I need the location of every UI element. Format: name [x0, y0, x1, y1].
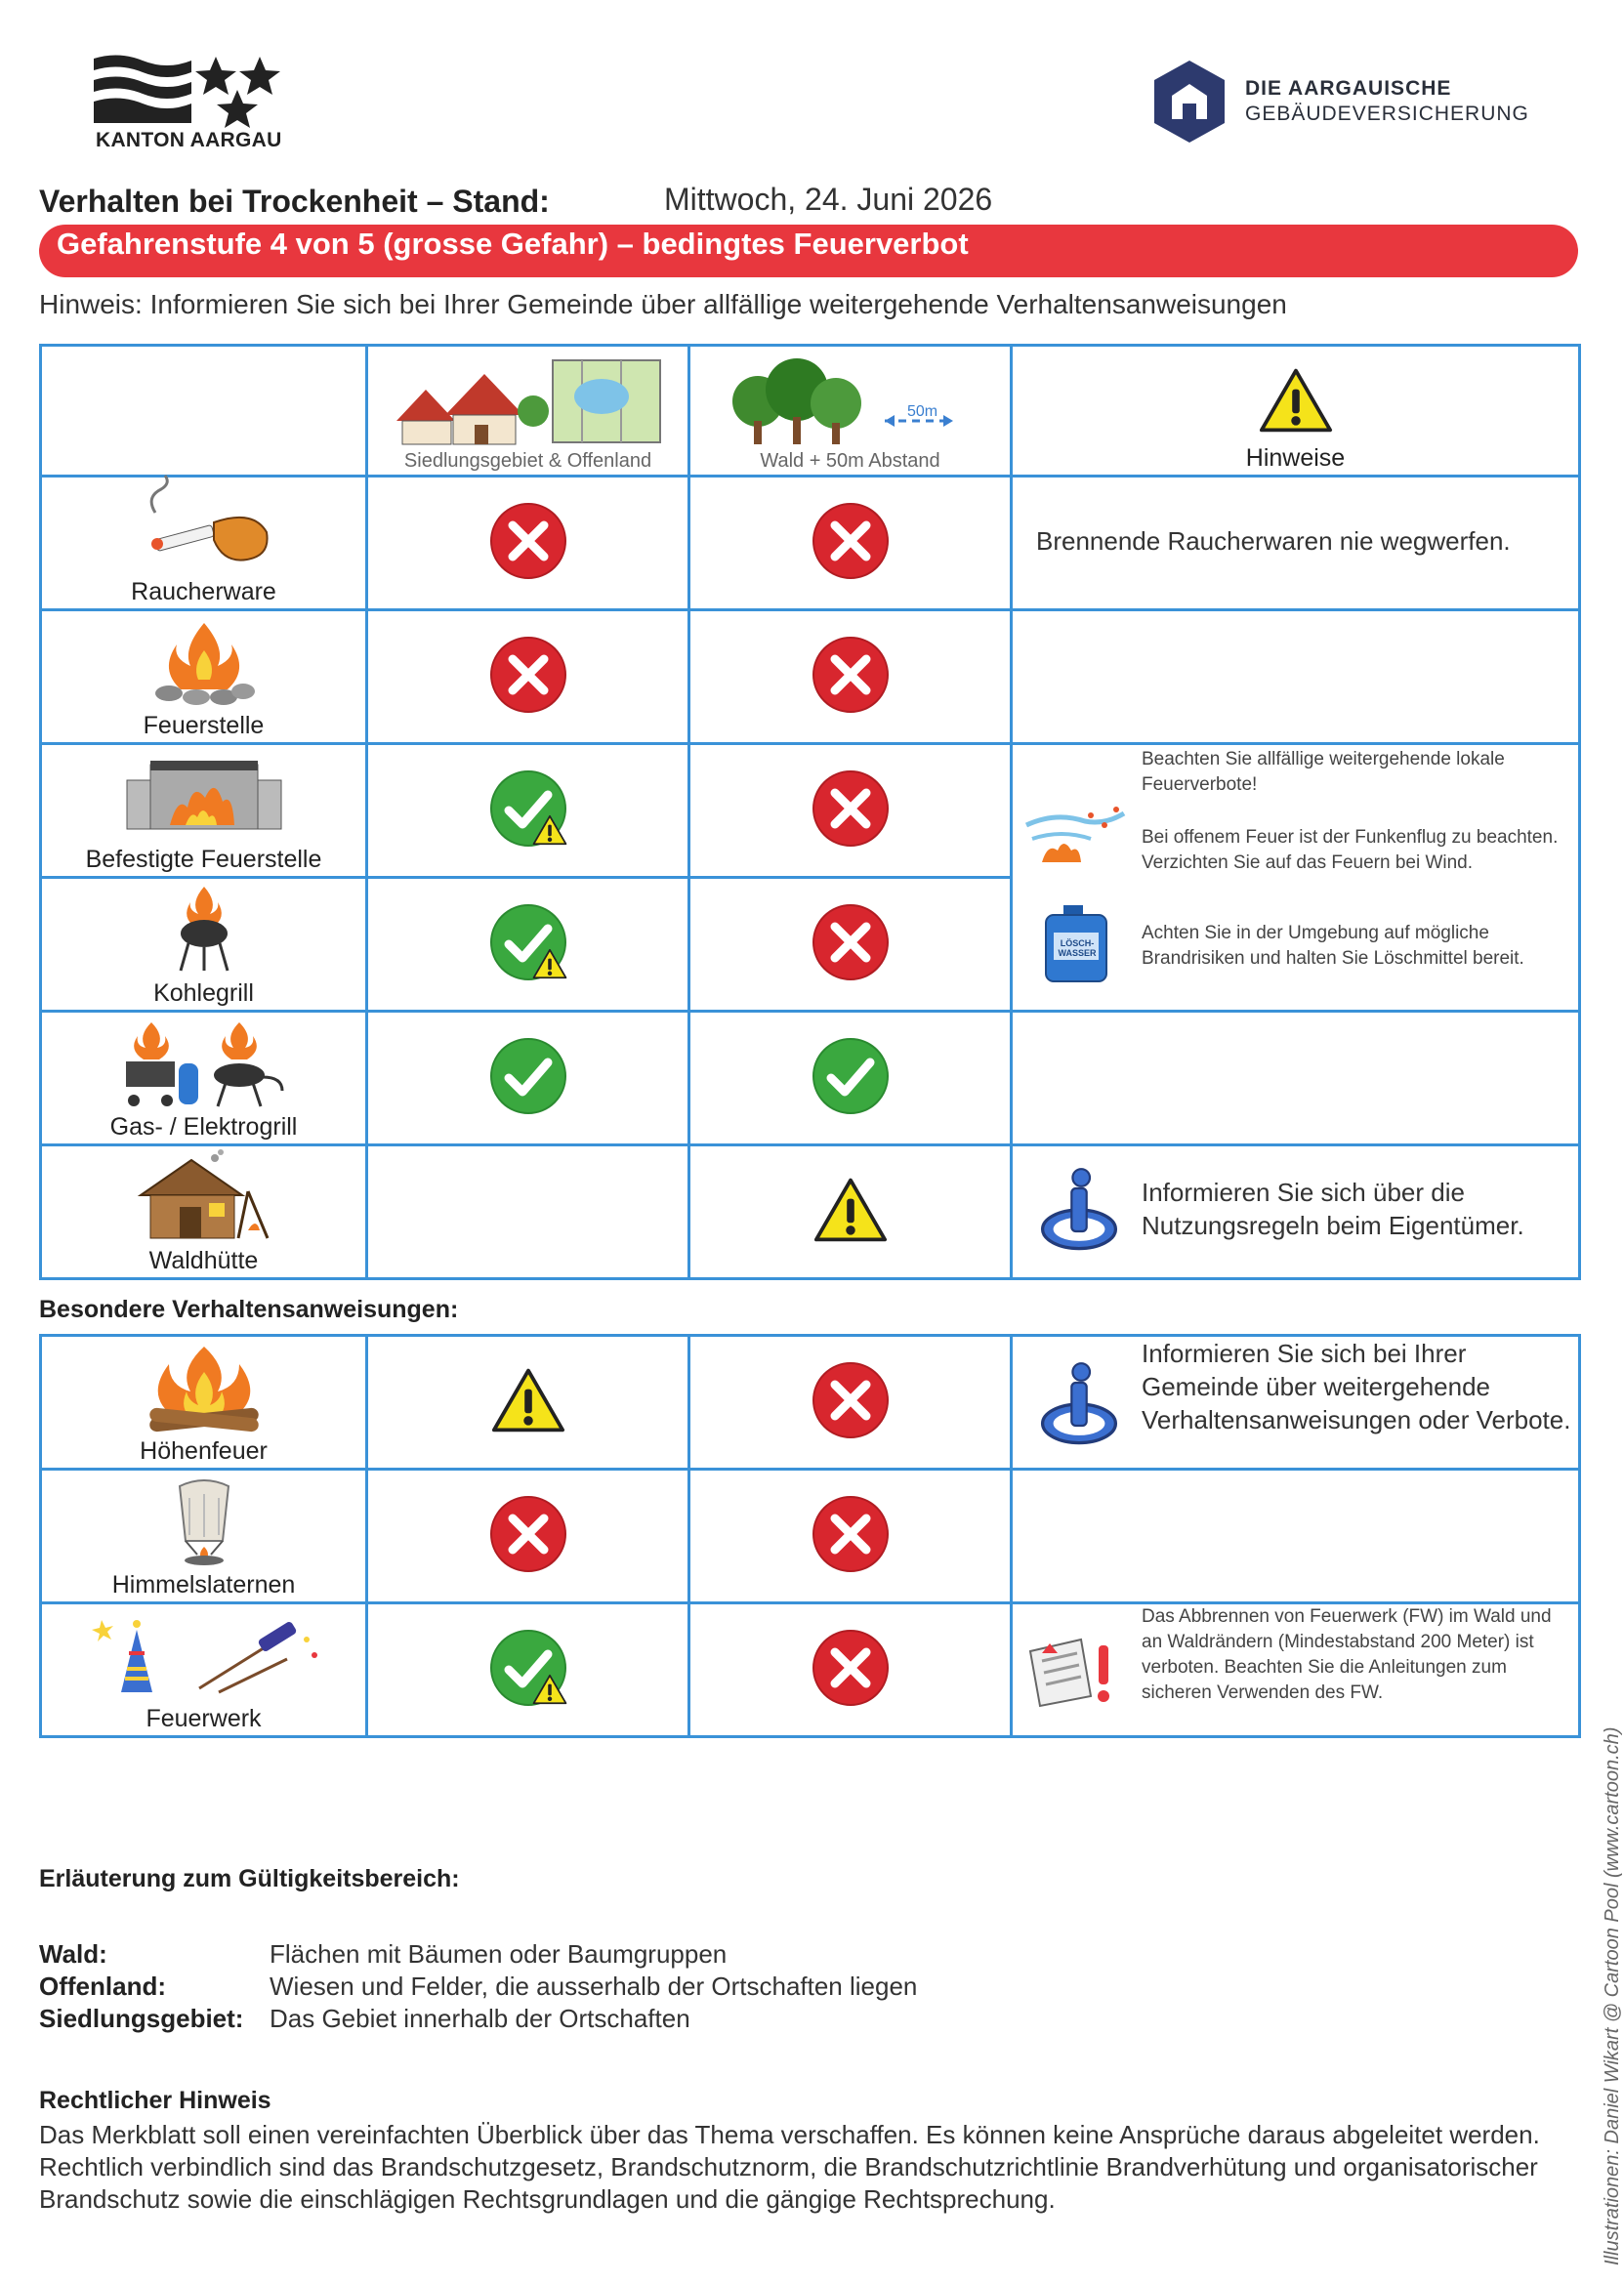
forbidden-icon [489, 636, 567, 714]
table-row [41, 1145, 1580, 1279]
forest-status-cell [689, 1603, 1012, 1737]
row-label-cell [41, 1603, 367, 1737]
smoking-note: Brennende Raucherwaren nie wegwerfen. [1036, 526, 1511, 556]
info-icon [1036, 1360, 1122, 1448]
settlement-status-cell [367, 1336, 689, 1470]
row-label-cell [41, 610, 367, 744]
definition-value: Das Gebiet innerhalb der Ortschaften [270, 2004, 690, 2033]
caution-icon [491, 1366, 565, 1434]
forbidden-icon [812, 1495, 890, 1573]
insurer-line-2: GEBÄUDEVERSICHERUNG [1245, 103, 1529, 125]
gas-electric-grill-icon [116, 1018, 292, 1108]
municipality-hint: Hinweis: Informieren Sie sich bei Ihrer Gemeinde über allfällige weitergehende Verhaltensanweisungen [39, 289, 1287, 319]
danger-level-text: Gefahrenstufe 4 von 5 (grosse Gefahr) – bedingtes Feuerverbot [57, 227, 969, 261]
table-row [41, 744, 1580, 878]
forbidden-icon [812, 769, 890, 848]
kanton-logo [94, 55, 289, 138]
forbidden-icon [812, 636, 890, 714]
hut-note: Informieren Sie sich über die Nutzungsregeln beim Eigentümer. [1142, 1178, 1524, 1240]
allowed-caution-icon [489, 769, 567, 848]
fixed-fireplace-icon [121, 751, 287, 835]
forest-status-cell [689, 1336, 1012, 1470]
note-cell [1012, 1145, 1580, 1279]
info-icon [1036, 1166, 1122, 1254]
table-row [41, 610, 1580, 744]
definition-value: Flächen mit Bäumen oder Baumgruppen [270, 1939, 728, 1969]
page-title: Verhalten bei Trockenheit – Stand: [39, 184, 550, 219]
insurer-line-1: DIE AARGAUISCHE [1245, 77, 1452, 100]
header-empty-cell [41, 346, 367, 477]
kanton-wave-stars-icon [94, 55, 289, 133]
table-header-row [41, 346, 1580, 477]
extinguish-note: Achten Sie in der Umgebung auf mögliche Brandrisiken und halten Sie Löschmittel bereit. [1142, 923, 1524, 969]
notes-column-label: Hinweise [1245, 444, 1346, 472]
water-can-label: LÖSCH-WASSER [1058, 938, 1097, 958]
merged-note-cell [1012, 744, 1580, 1012]
forbidden-icon [489, 1495, 567, 1573]
table-row [41, 1012, 1580, 1145]
kanton-logo-text: KANTON AARGAU [96, 129, 282, 151]
forest-column-label: Wald + 50m Abstand [760, 450, 940, 472]
warning-icon [1259, 366, 1333, 435]
note-cell [1012, 1603, 1580, 1737]
row-label-cell [41, 1336, 367, 1470]
header-notes [1012, 346, 1580, 477]
insurer-name [1245, 76, 1529, 127]
table-row [41, 1336, 1580, 1470]
forbidden-icon [489, 502, 567, 580]
rules-table [39, 344, 1581, 1280]
table-row [41, 1470, 1580, 1603]
forest-status-cell [689, 744, 1012, 878]
special-rules-table [39, 1334, 1581, 1738]
definition-value: Wiesen und Felder, die ausserhalb der Ortschaften liegen [270, 1972, 918, 2001]
forbidden-icon [812, 903, 890, 981]
forest-icon [729, 353, 973, 450]
caution-icon [813, 1176, 888, 1244]
forbidden-icon [812, 1629, 890, 1707]
fireworks-instructions-icon [1022, 1632, 1130, 1710]
row-label-cell [41, 1470, 367, 1603]
bonfire-icon [136, 1343, 272, 1431]
header-forest [689, 346, 1012, 477]
row-label: Waldhütte [148, 1247, 259, 1274]
sky-lantern-icon [160, 1476, 248, 1566]
row-label: Befestigte Feuerstelle [85, 846, 322, 873]
allowed-icon [812, 1037, 890, 1115]
settlement-column-label: Siedlungsgebiet & Offenland [403, 450, 652, 472]
definition-term: Offenland: [39, 1972, 166, 2001]
row-label-cell [41, 1145, 367, 1279]
row-label: Himmelslaternen [111, 1571, 296, 1599]
note-cell [1012, 1012, 1580, 1145]
danger-level-banner [39, 225, 1578, 277]
forest-status-cell [689, 477, 1012, 610]
row-label: Kohlegrill [153, 979, 254, 1007]
settlement-status-cell [367, 1470, 689, 1603]
bonfire-note: Informieren Sie sich bei Ihrer Gemeinde über weitergehende Verhaltensanweisungen oder Verbote. [1142, 1339, 1571, 1434]
settlement-status-cell [367, 878, 689, 1012]
row-label: Raucherware [131, 578, 276, 605]
cigarette-pipe-icon [136, 483, 272, 571]
header-settlement [367, 346, 689, 477]
row-label: Feuerwerk [146, 1705, 262, 1732]
charcoal-grill-icon [175, 885, 233, 973]
forbidden-icon [812, 502, 890, 580]
settlement-status-cell [367, 477, 689, 610]
allowed-caution-icon [489, 1629, 567, 1707]
row-label-cell [41, 477, 367, 610]
agv-logo-icon [1152, 59, 1227, 149]
row-label-cell [41, 744, 367, 878]
note-cell [1012, 610, 1580, 744]
forest-status-cell [689, 1145, 1012, 1279]
sparks-note: Bei offenem Feuer ist der Funkenflug zu beachten. Verzichten Sie auf das Feuern bei Wind. [1142, 827, 1559, 873]
forest-status-cell [689, 1012, 1012, 1145]
sparks-wind-icon [1022, 796, 1130, 864]
allowed-icon [489, 1037, 567, 1115]
note-cell [1012, 1336, 1580, 1470]
forest-status-cell [689, 878, 1012, 1012]
local-bans-note: Beachten Sie allfällige weitergehende lokale Feuerverbote! [1142, 749, 1505, 795]
forbidden-icon [812, 1361, 890, 1439]
houses-map-icon [387, 353, 670, 450]
legal-text: Das Merkblatt soll einen vereinfachten Überblick über das Thema verschaffen. Es können keine Ansprüche daraus abgeleitet werden. Rechtlich verbindlich sind das Brandschutzgesetz, Brandschutznorm, die Brandschutzrichtlinie Brandverhütung und organisatorischer Brandschutz sowie die einschlägigen Rechtsgrundlagen und die gängige Rechtsprechung. [39, 2120, 1540, 2214]
forest-status-cell [689, 610, 1012, 744]
illustration-credit: Illustrationen: Daniel Wikart @ Cartoon Pool (www.cartoon.ch) [1602, 1726, 1623, 2265]
definition-term: Siedlungsgebiet: [39, 2004, 244, 2033]
table-row [41, 477, 1580, 610]
settlement-status-cell [367, 1603, 689, 1737]
forest-distance-label: 50m [907, 403, 938, 420]
fireworks-icon [82, 1610, 326, 1698]
row-label: Höhenfeuer [140, 1437, 268, 1465]
campfire-icon [146, 617, 263, 705]
note-cell [1012, 1470, 1580, 1603]
settlement-status-cell [367, 744, 689, 878]
allowed-caution-icon [489, 903, 567, 981]
row-label-cell [41, 878, 367, 1012]
definition-term: Wald: [39, 1939, 107, 1969]
settlement-status-cell [367, 1012, 689, 1145]
note-cell [1012, 477, 1580, 610]
settlement-status-cell [367, 1145, 689, 1279]
legal-title: Rechtlicher Hinweis [39, 2087, 271, 2114]
row-label: Feuerstelle [143, 712, 265, 739]
settlement-status-cell [367, 610, 689, 744]
forest-status-cell [689, 1470, 1012, 1603]
row-label-cell [41, 1012, 367, 1145]
fireworks-note: Das Abbrennen von Feuerwerk (FW) im Wald und an Waldrändern (Mindestabstand 200 Meter) ist verboten. Beachten Sie die Anleitungen zum sicheren Verwenden des FW. [1142, 1606, 1552, 1703]
row-label: Gas- / Elektrogrill [109, 1113, 298, 1141]
forest-hut-icon [131, 1152, 277, 1240]
special-section-title: Besondere Verhaltensanweisungen: [39, 1296, 459, 1323]
status-date: Mittwoch, 24. Juni 2026 [664, 182, 993, 217]
table-row [41, 1603, 1580, 1737]
explanation-title: Erläuterung zum Gültigkeitsbereich: [39, 1865, 460, 1892]
